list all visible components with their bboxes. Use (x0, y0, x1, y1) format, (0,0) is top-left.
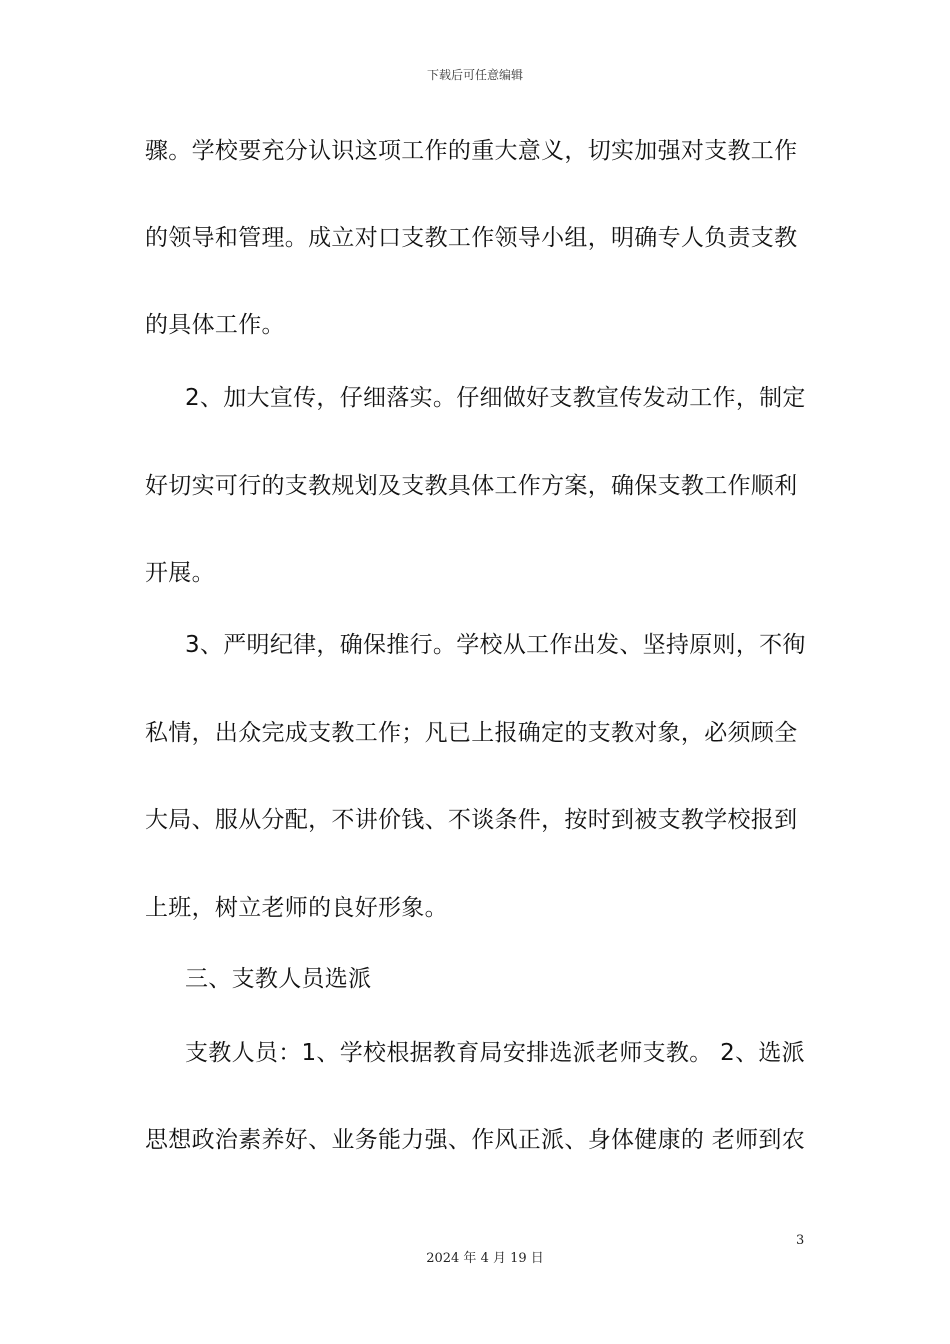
section-heading: 三、支教人员选派 (185, 966, 372, 992)
text-line: 思想政治素养好、业务能力强、作风正派、身体健康的 老师到农 (145, 1127, 806, 1153)
text-line: 3、严明纪律，确保推行。学校从工作出发、坚持原则，不徇 (185, 632, 806, 658)
text-line: 私情，出众完成支教工作；凡已上报确定的支教对象，必须顾全 (145, 720, 798, 746)
text-line: 的具体工作。 (145, 312, 285, 338)
text-line: 上班，树立老师的良好形象。 (145, 895, 448, 921)
text-line: 2、加大宣传，仔细落实。仔细做好支教宣传发动工作，制定 (185, 385, 806, 411)
text-line: 骤。学校要充分认识这项工作的重大意义，切实加强对支教工作 (145, 138, 798, 164)
page-header: 下载后可任意编辑 (426, 68, 523, 82)
text-line: 好切实可行的支教规划及支教具体工作方案，确保支教工作顺利 (145, 473, 798, 499)
text-line: 大局、服从分配，不讲价钱、不谈条件，按时到被支教学校报到 (145, 807, 798, 833)
text-line: 开展。 (145, 560, 215, 586)
text-line: 的领导和管理。成立对口支教工作领导小组，明确专人负责支教 (145, 225, 798, 251)
text-line: 支教人员：1、学校根据教育局安排选派老师支教。 2、选派 (185, 1040, 805, 1066)
footer-date: 2024 年 4 月 19 日 (426, 1251, 544, 1266)
page-number: 3 (796, 1233, 805, 1248)
